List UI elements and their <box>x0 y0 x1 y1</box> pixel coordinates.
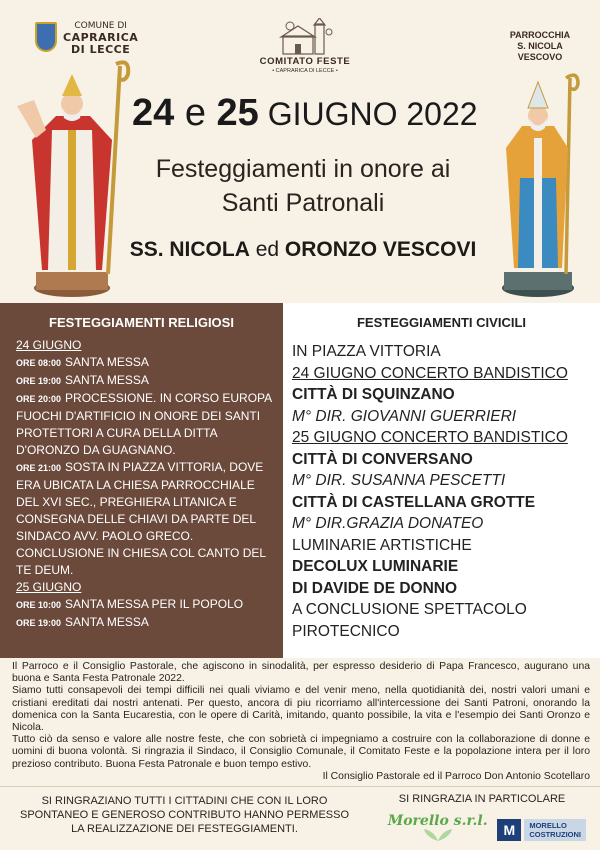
event-description: SANTA MESSA <box>65 615 149 629</box>
event-description: SANTA MESSA PER IL POPOLO <box>65 597 244 611</box>
civil-line: CITTÀ DI CONVERSANO <box>292 450 473 468</box>
civil-line: CITTÀ DI CASTELLANA GROTTE <box>292 493 536 511</box>
religious-heading: FESTEGGIAMENTI RELIGIOSI <box>49 315 234 330</box>
civil-line: LUMINARIE ARTISTICHE <box>292 536 472 554</box>
message-paragraph: Siamo tutti consapevoli dei tempi difficili nei quali viviamo e del venir meno, nella quotidianità dei, nostri valori umani e cristiani ereditati dai nostri antenati. Per questo, ancora di piu ricorriamo all'intercessione dei Santi Patroni, onorando la domenica con la Santa Eucarestia, con le opere di Carità, imitando, quanto possibile, la vita e l'esempio dei Santi Oronzo e Nicola. <box>12 685 590 734</box>
date-and: e <box>174 92 217 134</box>
comune-name-suffix: DI LECCE <box>71 43 131 56</box>
saint-oronzo-statue <box>488 68 588 305</box>
subtitle-line-1: Festeggiamenti in onore ai <box>155 155 451 183</box>
event-description: SANTA MESSA <box>65 355 149 369</box>
event-time: ORE 08:00 <box>16 358 62 368</box>
sponsor-2-line-1: MORELLO <box>529 821 567 830</box>
pastoral-message <box>12 661 590 783</box>
schedule-item <box>16 596 278 614</box>
event-time: ORE 19:00 <box>16 618 62 628</box>
event-time: ORE 10:00 <box>16 600 62 610</box>
sponsors-heading: SI RINGRAZIA IN PARTICOLARE <box>398 793 566 805</box>
comitato-logo <box>245 18 365 74</box>
saints-names <box>118 238 488 262</box>
sponsor-1-name: Morello s.r.l. <box>387 813 488 829</box>
event-dates <box>132 92 478 135</box>
day-label: 24 GIUGNO <box>16 338 82 352</box>
civil-line: DECOLUX LUMINARIE <box>292 558 459 575</box>
date-day-2: 25 <box>216 92 259 134</box>
civil-line: M° DIR. GIOVANNI GUERRIERI <box>292 407 517 425</box>
saints-connector: ed <box>249 238 285 261</box>
saint-oronzo-name: ORONZO VESCOVI <box>284 238 477 261</box>
comune-logo <box>35 20 138 56</box>
message-paragraph: Tutto ciò da senso e valore alle nostre feste, che con sobrietà ci impegniamo a costruire con la collaborazione di donne e uomini di buona volontà. Si ringrazia il Sindaco, il Consiglio Comunale, il Comitato Feste e la popolazione intera per il loro prezioso contributo. Buona Festa Patronale e buon tempo estivo. <box>12 734 590 770</box>
coat-of-arms-icon <box>35 22 57 52</box>
date-day-1: 24 <box>132 92 175 134</box>
message-paragraph: Il Parroco e il Consiglio Pastorale, che agiscono in sinodalità, per espresso desiderio di Papa Francesco, augurano una buona e Santa Festa Patronale 2022. <box>12 661 590 685</box>
event-subtitle <box>118 152 488 220</box>
civil-line: DI DAVIDE DE DONNO <box>292 579 458 597</box>
parrocchia-line-3: VESCOVO <box>517 52 563 62</box>
event-description: PROCESSIONE. IN CORSO EUROPA FUOCHI D'ARTIFICIO IN ONORE DEI SANTI PROTETTORI A CURA DELLA DITTA D'ORONZO DA GUAGNANO. <box>16 391 272 457</box>
civil-line: 24 GIUGNO CONCERTO BANDISTICO <box>292 364 568 382</box>
leaf-icon <box>418 827 458 843</box>
sponsor-2-mark: M <box>497 819 521 841</box>
sponsor-morello-srl-logo <box>378 815 497 845</box>
event-description: SOSTA IN PIAZZA VITTORIA, DOVE ERA UBICATA LA CHIESA PARROCCHIALE DEL XVI SEC., PREGHIERA LITANICA E CONSEGNA DELLE CHIAVI DA PARTE DEL SINDACO AVV. PAOLO GRECO. CONCLUSIONE IN CHIESA COL CANTO DEL TE DEUM. <box>16 460 266 577</box>
comitato-subtitle: • CAPRARICA DI LECCE • <box>272 68 338 74</box>
parrocchia-line-2: S. NICOLA <box>517 41 563 51</box>
schedule-item <box>16 614 278 632</box>
church-icon <box>275 18 335 56</box>
civil-line: M° DIR. SUSANNA PESCETTI <box>292 472 506 489</box>
schedule-item <box>16 372 278 390</box>
saint-nicola-name: SS. NICOLA <box>129 238 250 261</box>
civil-line: 25 GIUGNO CONCERTO BANDISTICO <box>292 429 568 446</box>
civil-line: CITTÀ DI SQUINZANO <box>292 386 455 403</box>
divider <box>0 786 600 787</box>
thanks-sponsors <box>372 793 592 845</box>
civil-heading: FESTEGGIAMENTI CIVICILI <box>356 315 526 330</box>
event-time: ORE 20:00 <box>16 394 62 404</box>
day-label: 25 GIUGNO <box>16 580 82 594</box>
comune-label: COMUNE DI <box>74 21 127 31</box>
subtitle-line-2: Santi Patronali <box>221 189 385 217</box>
sponsor-morello-costruzioni-logo <box>497 819 586 841</box>
religious-program-panel <box>0 303 283 658</box>
civil-program-panel <box>283 303 600 658</box>
comune-name: CAPRARICA <box>63 31 139 44</box>
message-signature: Il Consiglio Pastorale ed il Parroco Don Antonio Scotellaro <box>322 770 590 782</box>
event-time: ORE 21:00 <box>16 463 62 473</box>
civil-line: IN PIAZZA VITTORIA <box>292 343 441 360</box>
civil-line: M° DIR.GRAZIA DONATEO <box>292 515 484 532</box>
thanks-citizens: SI RINGRAZIANO TUTTI I CITTADINI CHE CON IL LORO SPONTANEO E GENEROSO CONTRIBUTO HANNO PERMESSO LA REALIZZAZIONE DEI FESTEGGIAMENTI. <box>19 795 350 835</box>
religious-schedule <box>16 337 278 632</box>
event-description: SANTA MESSA <box>65 373 149 387</box>
civil-line: A CONCLUSIONE SPETTACOLO <box>292 601 527 618</box>
civil-line: PIROTECNICO <box>292 622 400 640</box>
event-time: ORE 19:00 <box>16 376 62 386</box>
parrocchia-line-1: PARROCCHIA <box>509 30 571 40</box>
civil-schedule <box>292 341 597 642</box>
schedule-item <box>16 354 278 372</box>
schedule-item <box>16 459 278 579</box>
comitato-title: COMITATO FESTE <box>259 56 351 67</box>
schedule-item <box>16 390 278 459</box>
sponsor-2-line-2: COSTRUZIONI <box>529 830 581 839</box>
date-month-year: GIUGNO 2022 <box>258 96 478 132</box>
parrocchia-label <box>490 30 590 63</box>
